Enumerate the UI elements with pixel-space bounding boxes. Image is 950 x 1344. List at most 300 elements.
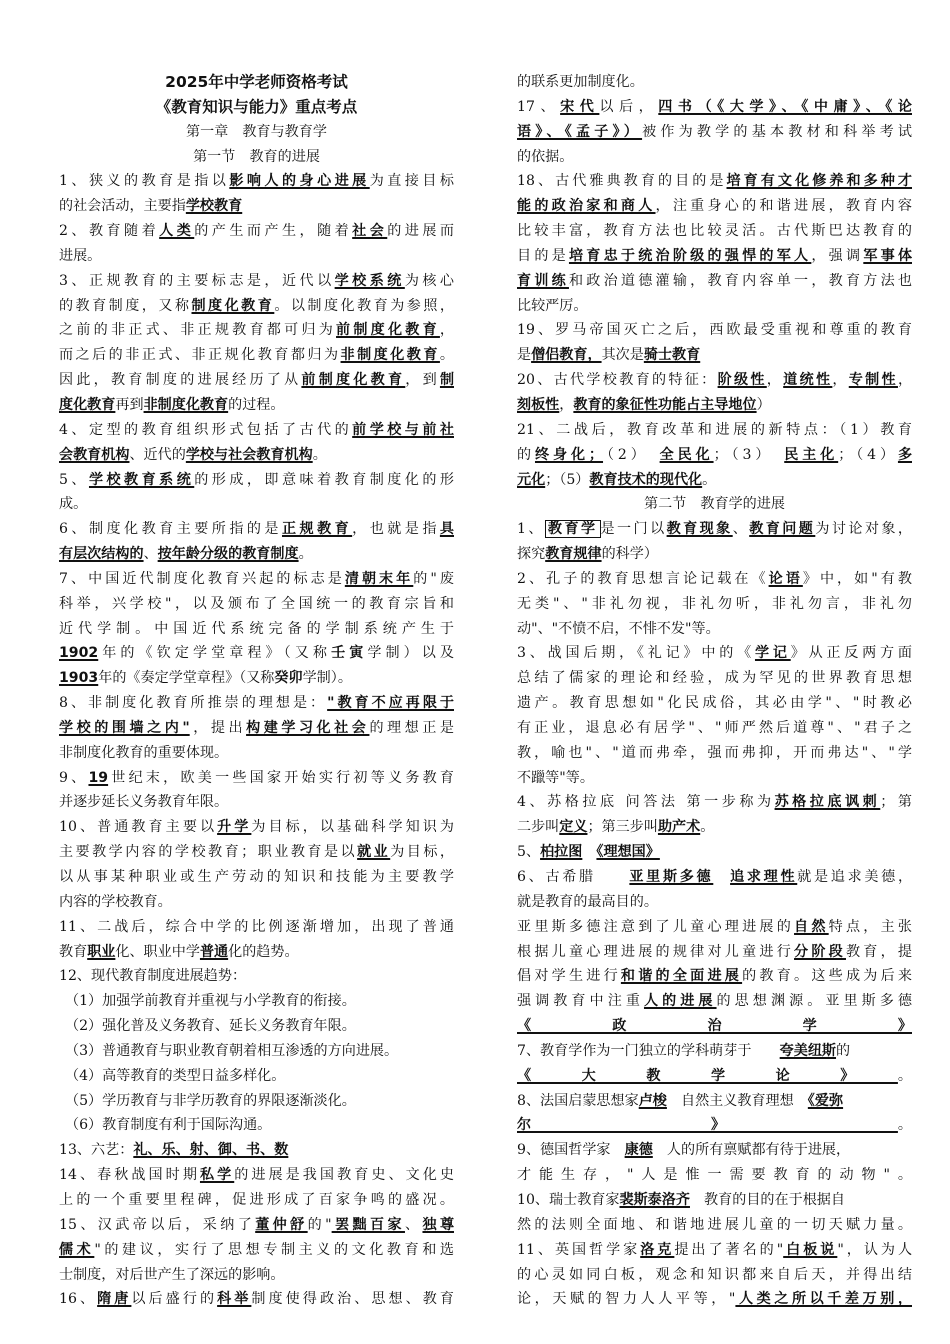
text-segment: 2、教育随着 bbox=[59, 223, 160, 240]
text-segment: 就是教育的最高目的。 bbox=[517, 893, 658, 910]
key-term: 按年龄分级的教育制度 bbox=[157, 546, 299, 563]
key-term: 独尊 bbox=[422, 1216, 454, 1233]
text-segment: 16、 bbox=[59, 1291, 98, 1308]
text-segment: ， bbox=[559, 396, 574, 413]
text-line bbox=[517, 766, 912, 791]
text-segment: 的科学） bbox=[601, 546, 658, 563]
text-line bbox=[517, 1039, 912, 1064]
text-segment: 第一章 教育与教育学 bbox=[186, 123, 327, 140]
text-segment: 14、春秋战国时期 bbox=[59, 1167, 200, 1184]
text-segment: 9、德国哲学家 bbox=[517, 1142, 625, 1159]
text-line bbox=[59, 915, 454, 940]
key-term: 尔》 bbox=[517, 1117, 898, 1134]
key-term: 具 bbox=[439, 521, 454, 538]
key-term: 度化教育 bbox=[59, 396, 116, 413]
text-line bbox=[517, 343, 912, 368]
text-segment: 被作为教学的基本教材和科举考试 bbox=[642, 123, 912, 140]
text-segment: 倡对学生进行 bbox=[517, 968, 621, 985]
key-term: 卢梭 bbox=[638, 1092, 667, 1109]
text-segment: 的教育。这些成为后来 bbox=[742, 968, 912, 985]
text-segment: 的理想正是 bbox=[369, 719, 454, 736]
text-segment: 内容的学校教育。 bbox=[59, 893, 172, 910]
text-segment: 的产生而产生，随着 bbox=[194, 223, 353, 240]
text-segment: 的进展而 bbox=[387, 223, 454, 240]
text-segment: 的教育制度，又称 bbox=[59, 297, 192, 314]
key-term: 影响人的身心进展 bbox=[229, 173, 370, 190]
text-line bbox=[59, 1238, 454, 1263]
key-term: 多 bbox=[897, 446, 912, 463]
text-segment: 17、 bbox=[517, 98, 561, 115]
key-term: 能的政治家和商人 bbox=[517, 198, 656, 215]
text-segment: ， bbox=[766, 372, 784, 389]
text-segment: 。 bbox=[298, 546, 313, 563]
text-segment: 主要教学内容的学校教育；职业教育是以 bbox=[59, 844, 358, 861]
key-term: 隋唐 bbox=[97, 1291, 132, 1308]
key-term: 1903 bbox=[59, 670, 99, 687]
text-segment: 的"废 bbox=[413, 570, 454, 587]
key-term: 专制性 bbox=[848, 372, 898, 389]
text-line bbox=[517, 269, 912, 294]
key-term: 四书（《大学》、《中庸》、《论 bbox=[658, 98, 912, 115]
text-segment: 19、罗马帝国灭亡之后，西欧最受重视和尊重的教育 bbox=[517, 322, 912, 339]
key-term: 学校教育系统 bbox=[88, 471, 195, 488]
key-term: 《政治学》 bbox=[517, 1018, 912, 1035]
key-term: 骑士教育 bbox=[643, 347, 701, 364]
key-term: 礼、乐、射、御、书、数 bbox=[133, 1142, 289, 1159]
text-line bbox=[59, 468, 454, 493]
text-segment: 化的趋势。 bbox=[228, 943, 299, 960]
text-segment: 5、 bbox=[517, 844, 541, 861]
key-term: 和谐的全面进展 bbox=[620, 968, 743, 985]
key-term: 定义 bbox=[559, 819, 588, 836]
text-segment: 为核心 bbox=[404, 272, 454, 289]
text-line bbox=[59, 1014, 454, 1039]
text-line bbox=[59, 219, 454, 244]
text-segment: 探究 bbox=[517, 546, 546, 563]
text-line bbox=[59, 318, 454, 343]
text-segment: 特点，主张 bbox=[828, 918, 912, 935]
text-line bbox=[517, 915, 912, 940]
text-line bbox=[59, 940, 454, 965]
key-term: 学记 bbox=[754, 645, 791, 662]
key-term: 语》、《孟子》） bbox=[517, 123, 643, 140]
text-line bbox=[517, 790, 912, 815]
text-line bbox=[517, 517, 912, 542]
text-line bbox=[59, 120, 454, 145]
text-segment: 6、制度化教育主要所指的是 bbox=[59, 521, 282, 538]
key-term: 阶级性 bbox=[717, 372, 767, 389]
key-term: 人的进展 bbox=[643, 993, 717, 1010]
key-term: 学校系统 bbox=[334, 272, 405, 289]
text-segment bbox=[713, 869, 730, 885]
text-segment: 20、古代学校教育的特征： bbox=[517, 372, 718, 389]
key-term: 培育有文化修养和多种才 bbox=[726, 173, 912, 190]
key-term: 人类之所以千差万别， bbox=[735, 1291, 912, 1308]
key-term: 有层次结构的 bbox=[59, 546, 144, 563]
text-line bbox=[517, 1064, 912, 1089]
text-segment: 就是追求美德， bbox=[797, 869, 912, 885]
key-term: 终身化； bbox=[534, 446, 604, 463]
text-line bbox=[59, 1263, 454, 1288]
text-line bbox=[517, 1287, 912, 1312]
text-segment: （2） bbox=[603, 446, 660, 463]
text-segment: 上的一个重要里程碑，促进形成了百家争鸣的盛况。 bbox=[59, 1191, 454, 1208]
text-line bbox=[517, 145, 912, 170]
key-term: 教育技术的现代化 bbox=[589, 471, 703, 488]
text-segment: 。 bbox=[312, 446, 327, 463]
text-line bbox=[59, 145, 454, 170]
text-segment: 11、英国哲学家 bbox=[517, 1241, 641, 1258]
text-segment: 比较严厉。 bbox=[517, 297, 588, 314]
text-segment: 的进展是我国教育史、文化史 bbox=[234, 1167, 454, 1184]
text-segment: ；（5） bbox=[545, 471, 590, 488]
key-term: 教育学 bbox=[545, 520, 601, 538]
text-segment: 然的法则全面地、和谐地进展儿童的一切天赋力量。 bbox=[517, 1216, 912, 1233]
text-segment: 士制度，对后世产生了深远的影响。 bbox=[59, 1266, 285, 1283]
text-line bbox=[517, 368, 912, 393]
text-segment: （5）学历教育与非学历教育的界限逐渐淡化。 bbox=[65, 1092, 356, 1109]
key-term: 教育的象征性功能占主导地位 bbox=[573, 396, 757, 413]
text-segment: 不躐等"等。 bbox=[517, 769, 594, 786]
text-segment: "，认为人 bbox=[837, 1241, 912, 1258]
text-segment: 化、职业中学 bbox=[115, 943, 200, 960]
text-line bbox=[517, 1014, 912, 1039]
text-segment: 科举，兴学校"，以及颁布了全国统一的教育宗旨和 bbox=[59, 595, 454, 612]
text-line bbox=[517, 542, 912, 567]
text-segment: 根据儿童心理进展的规律对儿童进行 bbox=[517, 943, 795, 960]
key-term: 自然 bbox=[794, 918, 829, 935]
key-term: 前学校与前社 bbox=[352, 421, 454, 438]
key-term: 儒术 bbox=[59, 1241, 95, 1258]
key-term: 学校教育 bbox=[185, 198, 243, 215]
key-term: 普通 bbox=[199, 943, 229, 960]
text-line bbox=[517, 592, 912, 617]
key-term: 《理想国》 bbox=[596, 844, 660, 861]
text-line bbox=[517, 194, 912, 219]
text-line bbox=[59, 95, 454, 120]
key-term: 1902 bbox=[59, 645, 99, 662]
text-line bbox=[517, 1188, 912, 1213]
text-segment: 11、二战后，综合中学的比例逐渐增加，出现了普通 bbox=[59, 918, 454, 935]
text-segment: 成。 bbox=[59, 496, 88, 513]
text-segment: 制度使得政治、思想、教育 bbox=[251, 1291, 454, 1308]
key-term: 论语 bbox=[768, 570, 803, 587]
text-line bbox=[517, 666, 912, 691]
text-segment: 13、六艺： bbox=[59, 1142, 134, 1159]
text-line bbox=[59, 840, 454, 865]
text-segment: 15、汉武帝以后，采纳了 bbox=[59, 1216, 256, 1233]
text-segment: 和政治道德灌输，教育内容单一，教育方法也 bbox=[568, 272, 912, 289]
text-line bbox=[59, 815, 454, 840]
key-term: 就业 bbox=[357, 844, 391, 861]
text-line bbox=[517, 418, 912, 443]
text-segment: 4、苏格拉底 问答法 第一步称为 bbox=[517, 794, 775, 811]
text-line bbox=[517, 940, 912, 965]
key-term: 职业 bbox=[87, 943, 116, 960]
text-segment: 5、 bbox=[59, 471, 89, 488]
text-line bbox=[517, 1213, 912, 1238]
key-term: 教育规律 bbox=[545, 546, 602, 563]
text-segment: 2、孔子的教育思想言论记载在《 bbox=[517, 570, 769, 587]
text-segment: 近代学制。中国近代系统完备的学制系统产生于 bbox=[59, 620, 454, 637]
text-segment: ，强调 bbox=[811, 247, 864, 264]
text-segment: 非制度化教育的重要体现。 bbox=[59, 744, 229, 761]
text-segment: 并逐步延长义务教育年限。 bbox=[59, 794, 229, 811]
text-line bbox=[517, 989, 912, 1014]
text-line bbox=[59, 294, 454, 319]
text-segment: 目的是 bbox=[517, 247, 569, 264]
text-segment: 的" bbox=[307, 1216, 332, 1233]
key-term: 社会 bbox=[352, 223, 388, 240]
key-term: 罢黜百家 bbox=[331, 1216, 405, 1233]
key-term: 培育忠于统治阶级的强悍的军人 bbox=[568, 247, 812, 264]
key-term: 私学 bbox=[199, 1167, 235, 1184]
key-term: 柏拉图 bbox=[540, 844, 583, 861]
key-term: 军事体 bbox=[863, 247, 912, 264]
text-line bbox=[59, 691, 454, 716]
key-term: 科举 bbox=[217, 1291, 252, 1308]
text-segment: 的联系更加制度化。 bbox=[517, 74, 644, 90]
text-segment: 10、瑞士教育家 bbox=[517, 1191, 620, 1208]
left-column bbox=[59, 70, 454, 1312]
key-term: 助产术 bbox=[657, 819, 701, 836]
text-line bbox=[59, 1163, 454, 1188]
text-segment: 、 bbox=[732, 521, 750, 538]
text-segment: ，注重身心的和谐进展，教育内容 bbox=[655, 198, 912, 215]
text-line bbox=[59, 169, 454, 194]
text-segment: 亚里斯多德注意到了儿童心理进展的 bbox=[517, 918, 795, 935]
text-segment bbox=[582, 844, 596, 860]
text-segment: 的 bbox=[517, 446, 535, 463]
text-segment: 无类"、"非礼勿视，非礼勿听，非礼勿言，非礼勿 bbox=[517, 595, 912, 612]
text-line bbox=[517, 219, 912, 244]
key-term: 2025年中学老师资格考试 bbox=[165, 73, 348, 91]
text-line bbox=[517, 641, 912, 666]
text-segment: 12、现代教育制度进展趋势： bbox=[59, 968, 247, 985]
key-term: 全民化 bbox=[659, 446, 714, 463]
key-term: 道统性 bbox=[783, 372, 833, 389]
text-segment: 教，喻也"、"道而弗牵，强而弗抑，开而弗达"、"学 bbox=[517, 744, 912, 761]
text-line bbox=[517, 1113, 912, 1138]
text-segment: 世纪末，欧美一些国家开始实行初等义务教育 bbox=[108, 769, 454, 786]
text-segment: 其次是 bbox=[601, 347, 644, 364]
text-line bbox=[59, 443, 454, 468]
key-term: 《教育知识与能力》重点考点 bbox=[155, 97, 358, 116]
text-segment: 。 bbox=[897, 1067, 912, 1084]
text-segment: 第二节 教育学的进展 bbox=[644, 496, 785, 513]
text-segment: 。 bbox=[439, 347, 454, 364]
key-term: 19 bbox=[88, 769, 109, 786]
text-line bbox=[59, 741, 454, 766]
text-segment: ，也就是指 bbox=[352, 521, 440, 538]
text-line bbox=[517, 865, 912, 890]
text-line bbox=[517, 741, 912, 766]
text-segment: 。以制度化教育为参照， bbox=[274, 297, 454, 314]
text-segment: 强调教育中注重 bbox=[517, 993, 644, 1010]
text-segment: （6）教育制度有利于国际沟通。 bbox=[65, 1117, 272, 1134]
text-line bbox=[59, 517, 454, 542]
text-line bbox=[59, 492, 454, 517]
text-line bbox=[59, 1039, 454, 1064]
text-segment: 的过程。 bbox=[228, 396, 285, 413]
text-segment: 以从事某种职业或生产劳动的知识和技能为主要教学 bbox=[59, 869, 454, 885]
text-line bbox=[59, 194, 454, 219]
key-term: "教育不应再限于 bbox=[327, 695, 454, 712]
text-line bbox=[517, 318, 912, 343]
text-segment: ；第三步叫 bbox=[587, 819, 658, 836]
text-segment: 学制）。 bbox=[302, 670, 352, 687]
key-term: 会教育机构 bbox=[59, 446, 130, 463]
text-segment: 学制）以及 bbox=[367, 645, 454, 662]
text-segment: 比较丰富，教育方法也比较灵活。古代斯巴达教育的 bbox=[517, 223, 912, 240]
text-line bbox=[59, 393, 454, 418]
text-line bbox=[517, 1263, 912, 1288]
key-term: 学校的围墙之内" bbox=[59, 719, 190, 736]
text-segment: （4）高等教育的类型日益多样化。 bbox=[65, 1067, 286, 1084]
key-term: 癸卯 bbox=[274, 670, 303, 687]
key-term: 壬寅 bbox=[331, 645, 368, 662]
text-line bbox=[517, 1238, 912, 1263]
text-segment: 才能生存，"人是惟一需要教育的动物"。 bbox=[517, 1167, 912, 1184]
text-segment: 21、二战后，教育改革和进展的新特点：（1）教育 bbox=[517, 421, 912, 438]
text-segment: 第一节 教育的进展 bbox=[193, 148, 320, 165]
text-segment: 二步叫 bbox=[517, 819, 560, 836]
key-term: 白板说 bbox=[783, 1241, 838, 1258]
text-line bbox=[517, 964, 912, 989]
key-term: 《爱弥 bbox=[807, 1092, 844, 1109]
text-segment: 年的《奏定学堂章程》（又称 bbox=[98, 670, 275, 687]
key-term: 康德 bbox=[624, 1142, 653, 1159]
key-term: 正规教育 bbox=[281, 521, 353, 538]
key-term: 学校与社会教育机构 bbox=[185, 446, 313, 463]
text-line bbox=[517, 567, 912, 592]
text-segment: 总结了儒家的理论和经验，成为罕见的世界教育思想 bbox=[517, 670, 912, 687]
text-line bbox=[517, 617, 912, 642]
text-segment: （3）普通教育与职业教育朝着相互渗透的方向进展。 bbox=[65, 1042, 399, 1059]
text-line bbox=[517, 890, 912, 915]
key-term: 宋代 bbox=[560, 98, 600, 115]
key-term: 教育问题 bbox=[749, 521, 816, 538]
text-segment: 、近代的 bbox=[129, 446, 186, 463]
text-segment: 是一门以 bbox=[600, 521, 667, 538]
text-line bbox=[517, 95, 912, 120]
text-segment: 因此，教育制度的进展经历了从 bbox=[59, 372, 302, 389]
text-segment: 》中，如"有教 bbox=[802, 570, 912, 587]
key-term: 僧侣教育， bbox=[531, 347, 602, 364]
text-segment: 提出了著名的" bbox=[674, 1241, 784, 1258]
text-line bbox=[59, 269, 454, 294]
text-line bbox=[59, 641, 454, 666]
text-segment: 论，天赋的智力人人平等，" bbox=[517, 1291, 736, 1308]
text-segment: 7、教育学作为一门独立的学科萌芽于 bbox=[517, 1042, 780, 1059]
text-line bbox=[517, 294, 912, 319]
text-segment: 》从正反两方面 bbox=[790, 645, 912, 662]
text-segment: 7、中国近代制度化教育兴起的标志是 bbox=[59, 570, 345, 587]
text-segment: 为直接目标 bbox=[369, 173, 454, 190]
text-line bbox=[59, 592, 454, 617]
text-segment: 的 bbox=[836, 1042, 851, 1059]
text-segment: 1、狭义的教育是指以 bbox=[59, 173, 230, 190]
text-segment: 的依据。 bbox=[517, 148, 574, 165]
text-line bbox=[59, 1089, 454, 1114]
text-segment: 动"、"不愤不启，不悱不发"等。 bbox=[517, 620, 720, 637]
text-line bbox=[59, 567, 454, 592]
key-term: 亚里斯多德 bbox=[629, 869, 714, 885]
text-segment: 1、 bbox=[517, 521, 545, 538]
text-segment: ） bbox=[756, 396, 771, 413]
text-segment: ；（4） bbox=[838, 446, 898, 463]
text-segment: 。 bbox=[702, 471, 717, 488]
text-segment: "的建议，实行了思想专制主义的文化教育和选 bbox=[94, 1241, 454, 1258]
text-line bbox=[59, 964, 454, 989]
key-term: 民主化 bbox=[784, 446, 839, 463]
key-term: 清朝末年 bbox=[344, 570, 414, 587]
text-segment: 自然主义教育理想 bbox=[666, 1092, 808, 1109]
text-segment: 。 bbox=[700, 819, 715, 836]
text-segment: （1）加强学前教育并重视与小学教育的衔接。 bbox=[65, 993, 356, 1010]
text-line bbox=[517, 443, 912, 468]
text-segment: 。 bbox=[897, 1117, 912, 1134]
key-term: 升学 bbox=[217, 819, 252, 836]
text-segment: ， bbox=[832, 372, 849, 389]
text-segment: ；第 bbox=[880, 794, 912, 811]
key-term: 前制度化教育 bbox=[301, 372, 406, 389]
text-segment: 再到 bbox=[115, 396, 144, 413]
text-segment: （2）强化普及义务教育、延长义务教育年限。 bbox=[65, 1018, 356, 1035]
key-term: 刻板性 bbox=[517, 396, 560, 413]
text-segment: 8、法国启蒙思想家 bbox=[517, 1092, 639, 1109]
text-segment: 教育的目的在于根据自 bbox=[689, 1191, 845, 1208]
key-term: 夸美纽斯 bbox=[779, 1042, 837, 1059]
text-segment: ；（3） bbox=[713, 446, 785, 463]
text-segment: 18、古代雅典教育的目的是 bbox=[517, 173, 727, 190]
text-segment: 年的《钦定学堂章程》（又称 bbox=[98, 645, 332, 662]
key-term: 追求理性 bbox=[730, 869, 798, 885]
text-segment: 人的所有禀赋都有待于进展， bbox=[652, 1142, 851, 1159]
key-term: 构建学习化社会 bbox=[246, 719, 370, 736]
text-segment: 遗产。教育思想如"化民成俗，其必由学"、"时教必 bbox=[517, 695, 912, 712]
text-segment: 之前的非正式、非正规教育都可归为 bbox=[59, 322, 337, 339]
text-line bbox=[59, 368, 454, 393]
text-segment: 、 bbox=[143, 546, 158, 563]
text-line bbox=[59, 790, 454, 815]
text-line bbox=[517, 468, 912, 493]
text-line bbox=[59, 418, 454, 443]
text-line bbox=[59, 1287, 454, 1312]
key-term: 非制度化教育 bbox=[340, 347, 440, 364]
text-segment: 3、正规教育的主要标志是，近代以 bbox=[59, 272, 335, 289]
text-line bbox=[517, 1089, 912, 1114]
text-line bbox=[59, 1113, 454, 1138]
text-line bbox=[59, 865, 454, 890]
text-segment: 3、战国后期，《礼记》中的《 bbox=[517, 645, 755, 662]
text-segment: ， bbox=[897, 372, 912, 389]
text-line bbox=[517, 815, 912, 840]
text-line bbox=[59, 989, 454, 1014]
text-line bbox=[59, 1064, 454, 1089]
right-column bbox=[517, 70, 912, 1312]
key-term: 人类 bbox=[159, 223, 195, 240]
text-line bbox=[59, 70, 454, 95]
text-segment: 而之后的非正式、非正规化教育都归为 bbox=[59, 347, 341, 364]
text-line bbox=[517, 716, 912, 741]
text-segment: 的思想渊源。亚里斯多德 bbox=[716, 993, 912, 1010]
key-term: 苏格拉底讽刺 bbox=[774, 794, 881, 811]
text-segment: 是 bbox=[517, 347, 532, 364]
key-term: 《大教学论》 bbox=[517, 1067, 898, 1084]
text-line bbox=[59, 716, 454, 741]
text-line bbox=[517, 393, 912, 418]
